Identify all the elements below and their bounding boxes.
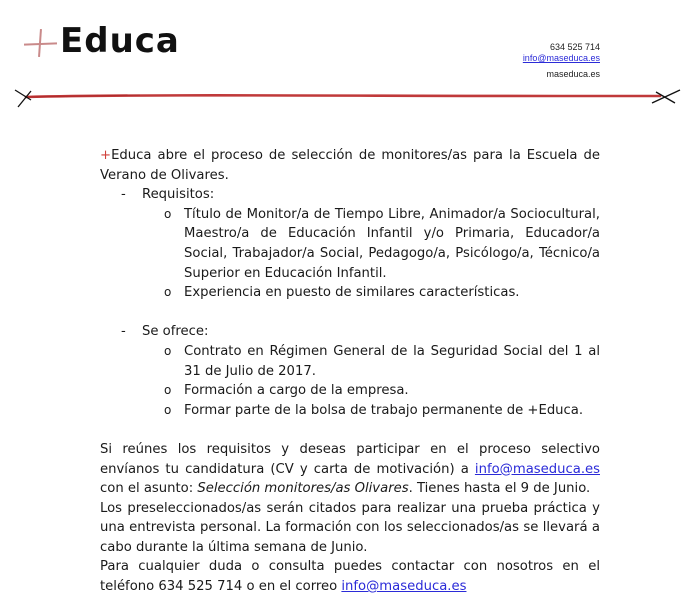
intro-paragraph — [100, 146, 600, 185]
apply-subject: Selección monitores/as Olivares — [197, 481, 409, 497]
circle-bullet-icon: o — [164, 402, 172, 417]
dash-bullet: - — [121, 324, 126, 340]
list-item-text: Formación a cargo de la empresa. — [184, 383, 409, 399]
header-email-link[interactable]: info@maseduca.es — [522, 53, 600, 63]
left-cross-mark-icon — [15, 90, 31, 107]
apply-text: Si reúnes los requisitos y deseas participar en el proceso selectivo envíanos tu candidatura (CV y carta de motivación) a — [100, 441, 600, 477]
apply-deadline: . Tienes hasta el 9 de Junio. — [408, 481, 591, 497]
spacer — [100, 420, 600, 440]
contact-text: Para cualquier duda o consulta puedes contactar con nosotros en el teléfono 634 525 714 o en el correo — [100, 559, 600, 595]
list-item — [100, 381, 600, 401]
dash-bullet: - — [121, 187, 126, 203]
document-body — [100, 146, 600, 597]
requirements-list — [100, 205, 600, 303]
contact-email-link[interactable]: info@maseduca.es — [341, 579, 467, 595]
list-item — [100, 205, 600, 283]
logo — [22, 20, 180, 62]
header-divider — [0, 86, 700, 108]
apply-email-link[interactable]: info@maseduca.es — [474, 461, 600, 477]
circle-bullet-icon: o — [164, 343, 172, 358]
circle-bullet-icon: o — [164, 383, 172, 398]
contact-info — [523, 42, 600, 80]
apply-text-after: con el asunto: — [100, 481, 198, 497]
intro-plus: + — [100, 148, 112, 163]
offer-label: Se ofrece: — [142, 324, 209, 340]
list-item-text: Formar parte de la bolsa de trabajo permanente de +Educa. — [184, 402, 584, 418]
list-item — [100, 283, 600, 303]
requirements-section — [100, 185, 600, 205]
logo-text: Educa — [60, 21, 180, 61]
list-item — [100, 342, 600, 381]
header-phone: 634 525 714 — [549, 42, 600, 52]
list-item-text: Experiencia en puesto de similares características. — [184, 285, 520, 301]
list-item-text: Contrato en Régimen General de la Seguridad Social del 1 al 31 de Julio de 2017. — [184, 343, 600, 379]
intro-text: Educa abre el proceso de selección de monitores/as para la Escuela de Verano de Olivares. — [100, 148, 600, 183]
requirements-label: Requisitos: — [142, 187, 215, 203]
offer-list — [100, 342, 600, 420]
header-website: maseduca.es — [546, 69, 600, 79]
apply-paragraph — [100, 440, 600, 499]
list-item-text: Título de Monitor/a de Tiempo Libre, Animador/a Sociocultural, Maestro/a de Educación Infantil y/o Primaria, Educador/a Social, Trabajador/a Social, Pedagogo/a, Psicólogo/a, Técnico/a Superior en Educación Infantil. — [184, 206, 600, 281]
list-item — [100, 401, 600, 421]
spacer — [100, 303, 600, 323]
offer-section — [100, 322, 600, 342]
circle-bullet-icon: o — [164, 206, 172, 221]
contact-paragraph — [100, 557, 600, 596]
logo-plus-icon — [22, 23, 58, 59]
circle-bullet-icon: o — [164, 285, 172, 300]
preselection-paragraph: Los preseleccionados/as serán citados para realizar una prueba práctica y una entrevista personal. La formación con los seleccionados/as se llevará a cabo durante la última semana de Junio. — [100, 500, 600, 555]
